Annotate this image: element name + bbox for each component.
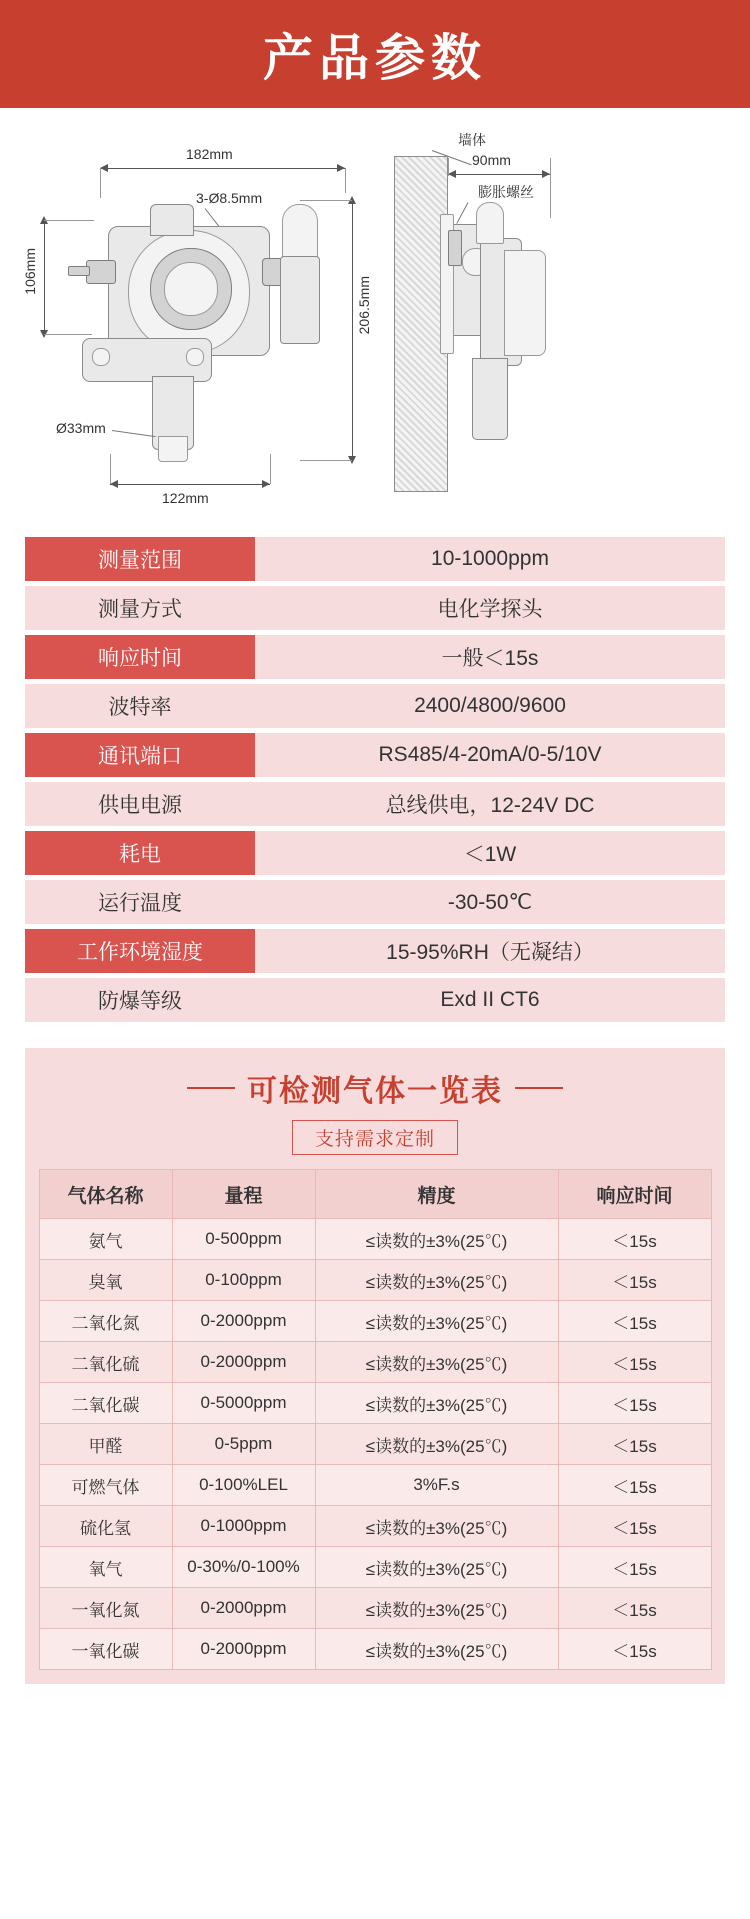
gas-accuracy: ≤读数的±3%(25℃) (315, 1506, 558, 1547)
table-row (39, 1219, 711, 1260)
front-view-drawing (0, 108, 380, 523)
spec-value: -30-50℃ (255, 880, 725, 924)
gas-response-time: ＜15s (558, 1588, 711, 1629)
gas-range: 0-2000ppm (172, 1301, 315, 1342)
gas-range: 0-30%/0-100% (172, 1547, 315, 1588)
gas-name: 硫化氢 (39, 1506, 172, 1547)
label-wall: 墙体 (458, 132, 486, 148)
table-row (25, 586, 725, 630)
table-row (39, 1301, 711, 1342)
specification-table-body (25, 537, 725, 1022)
spec-label: 防爆等级 (25, 978, 255, 1022)
gas-range: 0-1000ppm (172, 1506, 315, 1547)
table-row (25, 782, 725, 826)
spec-label: 测量范围 (25, 537, 255, 581)
gas-range: 0-100%LEL (172, 1465, 315, 1506)
gas-table-head (39, 1170, 711, 1219)
table-row (25, 684, 725, 728)
gas-accuracy: ≤读数的±3%(25℃) (315, 1260, 558, 1301)
gas-accuracy: ≤读数的±3%(25℃) (315, 1301, 558, 1342)
table-row (39, 1424, 711, 1465)
table-row (25, 978, 725, 1022)
spec-label: 通讯端口 (25, 733, 255, 777)
table-row (39, 1260, 711, 1301)
dim-probe-diameter: Ø33mm (56, 420, 106, 436)
title-rule-right (515, 1087, 563, 1089)
gas-response-time: ＜15s (558, 1547, 711, 1588)
gas-column-header-time: 响应时间 (558, 1170, 711, 1219)
device-sensor-center (164, 262, 218, 316)
gas-table-header-row (39, 1170, 711, 1219)
table-row (25, 537, 725, 581)
gas-accuracy: ≤读数的±3%(25℃) (315, 1588, 558, 1629)
gas-name: 二氧化氮 (39, 1301, 172, 1342)
gas-response-time: ＜15s (558, 1301, 711, 1342)
gas-response-time: ＜15s (558, 1465, 711, 1506)
gas-name: 一氧化氮 (39, 1588, 172, 1629)
detectable-gas-section (25, 1048, 725, 1684)
label-anchor-bolt: 膨胀螺丝 (478, 184, 534, 200)
table-row (39, 1342, 711, 1383)
spec-value: 15-95%RH（无凝结） (255, 929, 725, 973)
table-row (39, 1588, 711, 1629)
dim-height-right: 206.5mm (356, 276, 372, 335)
probe-tip (158, 436, 188, 462)
bracket-hole-right (186, 348, 204, 366)
anchor-bolt (448, 230, 462, 266)
alarm-lamp (282, 204, 318, 260)
gas-table (39, 1169, 712, 1670)
table-row (39, 1506, 711, 1547)
gas-range: 0-100ppm (172, 1260, 315, 1301)
spec-value: ＜1W (255, 831, 725, 875)
spec-value: 电化学探头 (255, 586, 725, 630)
gas-section-subtitle: 支持需求定制 (292, 1120, 458, 1155)
spec-value: 2400/4800/9600 (255, 684, 725, 728)
cable-stub (68, 266, 90, 276)
gas-response-time: ＜15s (558, 1342, 711, 1383)
gas-column-header-name: 气体名称 (39, 1170, 172, 1219)
alarm-lamp-base (280, 256, 320, 344)
spec-label: 供电电源 (25, 782, 255, 826)
gas-range: 0-5000ppm (172, 1383, 315, 1424)
spec-label: 测量方式 (25, 586, 255, 630)
gas-accuracy: ≤读数的±3%(25℃) (315, 1342, 558, 1383)
bracket-hole-left (92, 348, 110, 366)
gas-response-time: ＜15s (558, 1383, 711, 1424)
spec-label: 响应时间 (25, 635, 255, 679)
spec-value: Exd II CT6 (255, 978, 725, 1022)
gas-name: 氨气 (39, 1219, 172, 1260)
bracket-neck (150, 204, 194, 236)
dim-hole-callout: 3-Ø8.5mm (196, 190, 263, 206)
gas-range: 0-2000ppm (172, 1629, 315, 1670)
device-side-lamp (476, 202, 504, 244)
gas-range: 0-500ppm (172, 1219, 315, 1260)
technical-drawings (0, 108, 750, 523)
gas-range: 0-5ppm (172, 1424, 315, 1465)
gas-response-time: ＜15s (558, 1506, 711, 1547)
spec-label: 工作环境湿度 (25, 929, 255, 973)
gas-accuracy: ≤读数的±3%(25℃) (315, 1383, 558, 1424)
gas-response-time: ＜15s (558, 1219, 711, 1260)
gas-accuracy: ≤读数的±3%(25℃) (315, 1424, 558, 1465)
gas-accuracy: ≤读数的±3%(25℃) (315, 1219, 558, 1260)
gas-range: 0-2000ppm (172, 1588, 315, 1629)
dim-width-bottom: 122mm (162, 490, 209, 506)
gas-accuracy: ≤读数的±3%(25℃) (315, 1547, 558, 1588)
device-side-probe (472, 358, 508, 440)
table-row (25, 733, 725, 777)
table-row (39, 1629, 711, 1670)
gas-title-row (25, 1066, 725, 1110)
gas-column-header-range: 量程 (172, 1170, 315, 1219)
gas-name: 氧气 (39, 1547, 172, 1588)
table-row (25, 929, 725, 973)
spec-label: 运行温度 (25, 880, 255, 924)
gas-name: 二氧化硫 (39, 1342, 172, 1383)
gas-response-time: ＜15s (558, 1629, 711, 1670)
table-row (25, 635, 725, 679)
spec-value: 总线供电，12-24V DC (255, 782, 725, 826)
table-row (25, 831, 725, 875)
dim-depth: 90mm (472, 152, 511, 168)
spec-value: RS485/4-20mA/0-5/10V (255, 733, 725, 777)
gas-column-header-accuracy: 精度 (315, 1170, 558, 1219)
gas-name: 一氧化碳 (39, 1629, 172, 1670)
title-rule-left (187, 1087, 235, 1089)
dim-width-top: 182mm (186, 146, 233, 162)
gas-name: 可燃气体 (39, 1465, 172, 1506)
gas-table-body (39, 1219, 711, 1670)
gas-name: 二氧化碳 (39, 1383, 172, 1424)
gas-response-time: ＜15s (558, 1424, 711, 1465)
side-view-drawing (380, 108, 750, 523)
gas-range: 0-2000ppm (172, 1342, 315, 1383)
gas-name: 甲醛 (39, 1424, 172, 1465)
table-row (39, 1547, 711, 1588)
device-side-fins (504, 250, 546, 356)
gas-name: 臭氧 (39, 1260, 172, 1301)
table-row (39, 1383, 711, 1424)
table-row (39, 1465, 711, 1506)
cable-gland (86, 260, 116, 284)
gas-section-title: 可检测气体一览表 (247, 1075, 503, 1108)
page-title: 产品参数 (263, 30, 487, 86)
specification-table (25, 537, 725, 1022)
spec-value: 一般＜15s (255, 635, 725, 679)
gas-accuracy: 3%F.s (315, 1465, 558, 1506)
gas-accuracy: ≤读数的±3%(25℃) (315, 1629, 558, 1670)
gas-subtitle-row (25, 1120, 725, 1155)
page-banner (0, 0, 750, 108)
table-row (25, 880, 725, 924)
spec-label: 耗电 (25, 831, 255, 875)
spec-value: 10-1000ppm (255, 537, 725, 581)
dim-height-left: 106mm (22, 248, 38, 295)
gas-response-time: ＜15s (558, 1260, 711, 1301)
spec-label: 波特率 (25, 684, 255, 728)
